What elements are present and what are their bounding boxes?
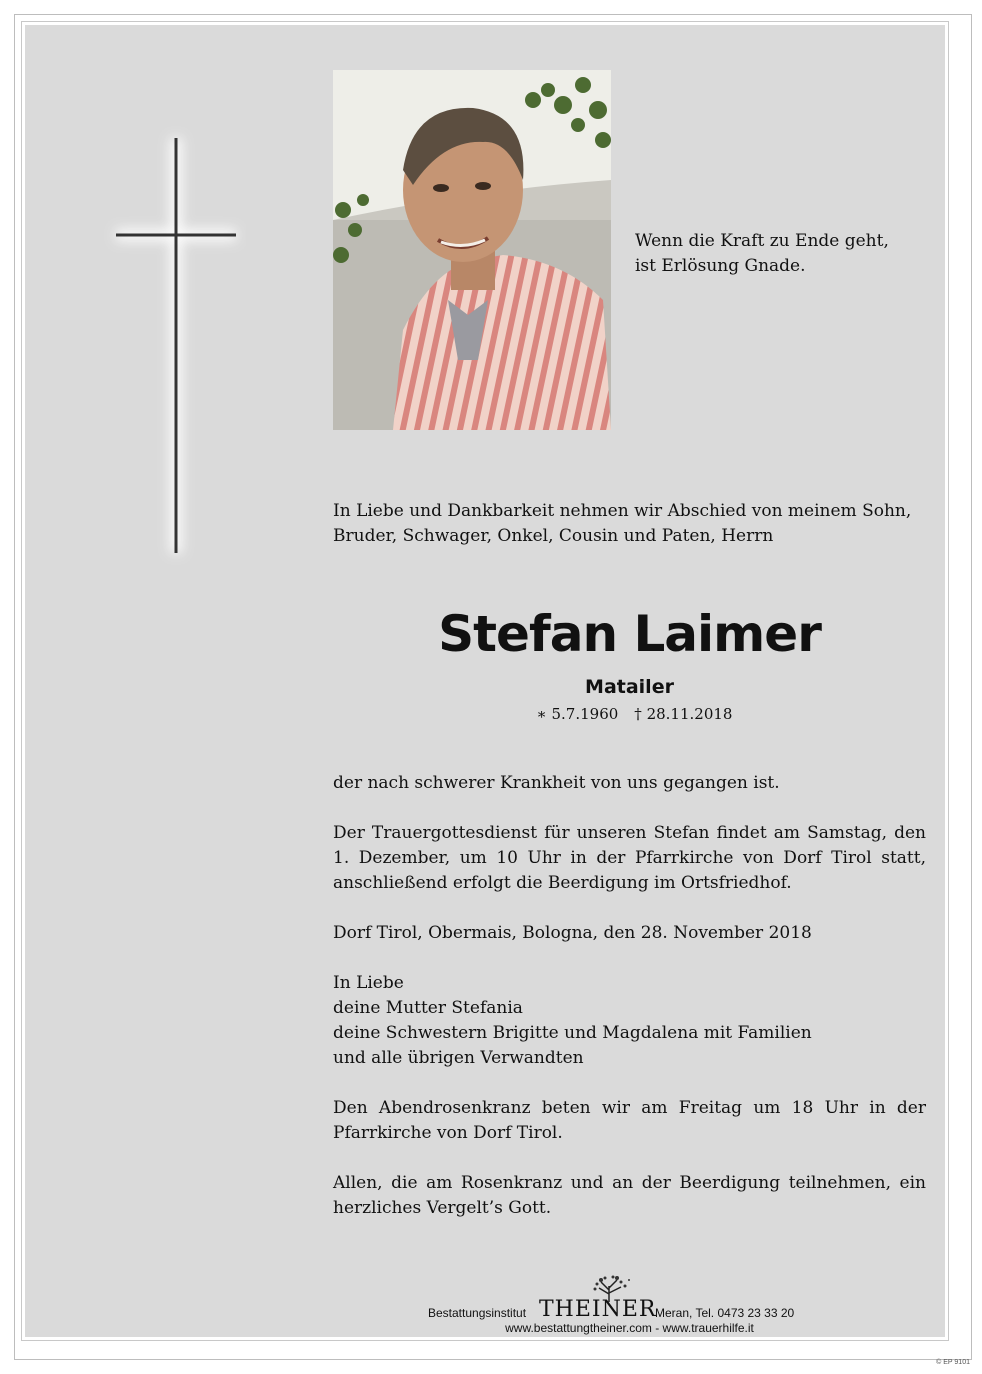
motto [635,229,925,279]
passed-paragraph: der nach schwerer Krankheit von uns gegangen ist. [333,773,780,793]
funeral-home-footer [333,1274,926,1335]
mourners-line-1: In Liebe [333,973,404,993]
motto-line-1: Wenn die Kraft zu Ende geht, [635,231,889,251]
funeral-paragraph: Der Trauergottesdienst für unseren Stefan findet am Samstag, den 1. Dezember, um 10 Uhr in der Pfarrkirche von Dorf Tirol statt, anschließend erfolgt die Beerdigung im Ortsfriedhof. [333,823,926,893]
footer-web[interactable]: www.bestattungtheiner.com - www.trauerhilfe.it [505,1321,754,1335]
intro-text [333,499,926,549]
place-date: Dorf Tirol, Obermais, Bologna, den 28. November 2018 [333,923,812,943]
mourners-list [333,971,926,1071]
mourners-line-2: deine Mutter Stefania [333,998,523,1018]
cross-icon [96,118,246,588]
intro-line-2: Bruder, Schwager, Onkel, Cousin und Paten, Herrn [333,526,774,546]
deceased-name: Stefan Laimer [438,605,821,663]
intro-line-1: In Liebe und Dankbarkeit nehmen wir Abschied von meinem Sohn, [333,501,912,521]
mourners-line-4: und alle übrigen Verwandten [333,1048,584,1068]
footer-brand: THEINER [539,1297,657,1322]
birth-date: ∗ 5.7.1960 [536,705,619,723]
deceased-nickname: Matailer [585,676,674,698]
footer-lead: Bestattungsinstitut [428,1306,527,1320]
obituary-body [333,771,926,1246]
portrait-photo [333,70,611,430]
death-date: † 28.11.2018 [634,705,733,723]
portrait-illustration [333,70,611,430]
footer-contact: Meran, Tel. 0473 23 33 20 [655,1306,795,1320]
rosary-paragraph: Den Abendrosenkranz beten wir am Freitag um 18 Uhr in der Pfarrkirche von Dorf Tirol. [333,1098,926,1143]
motto-line-2: ist Erlösung Gnade. [635,256,806,276]
thanks-paragraph: Allen, die am Rosenkranz und an der Beerdigung teilnehmen, ein herzliches Vergelt’s Gott. [333,1173,926,1218]
life-dates [333,702,936,726]
mourners-line-3: deine Schwestern Brigitte und Magdalena mit Familien [333,1023,812,1043]
copyright-mark: © EP 9101 [936,1359,970,1366]
